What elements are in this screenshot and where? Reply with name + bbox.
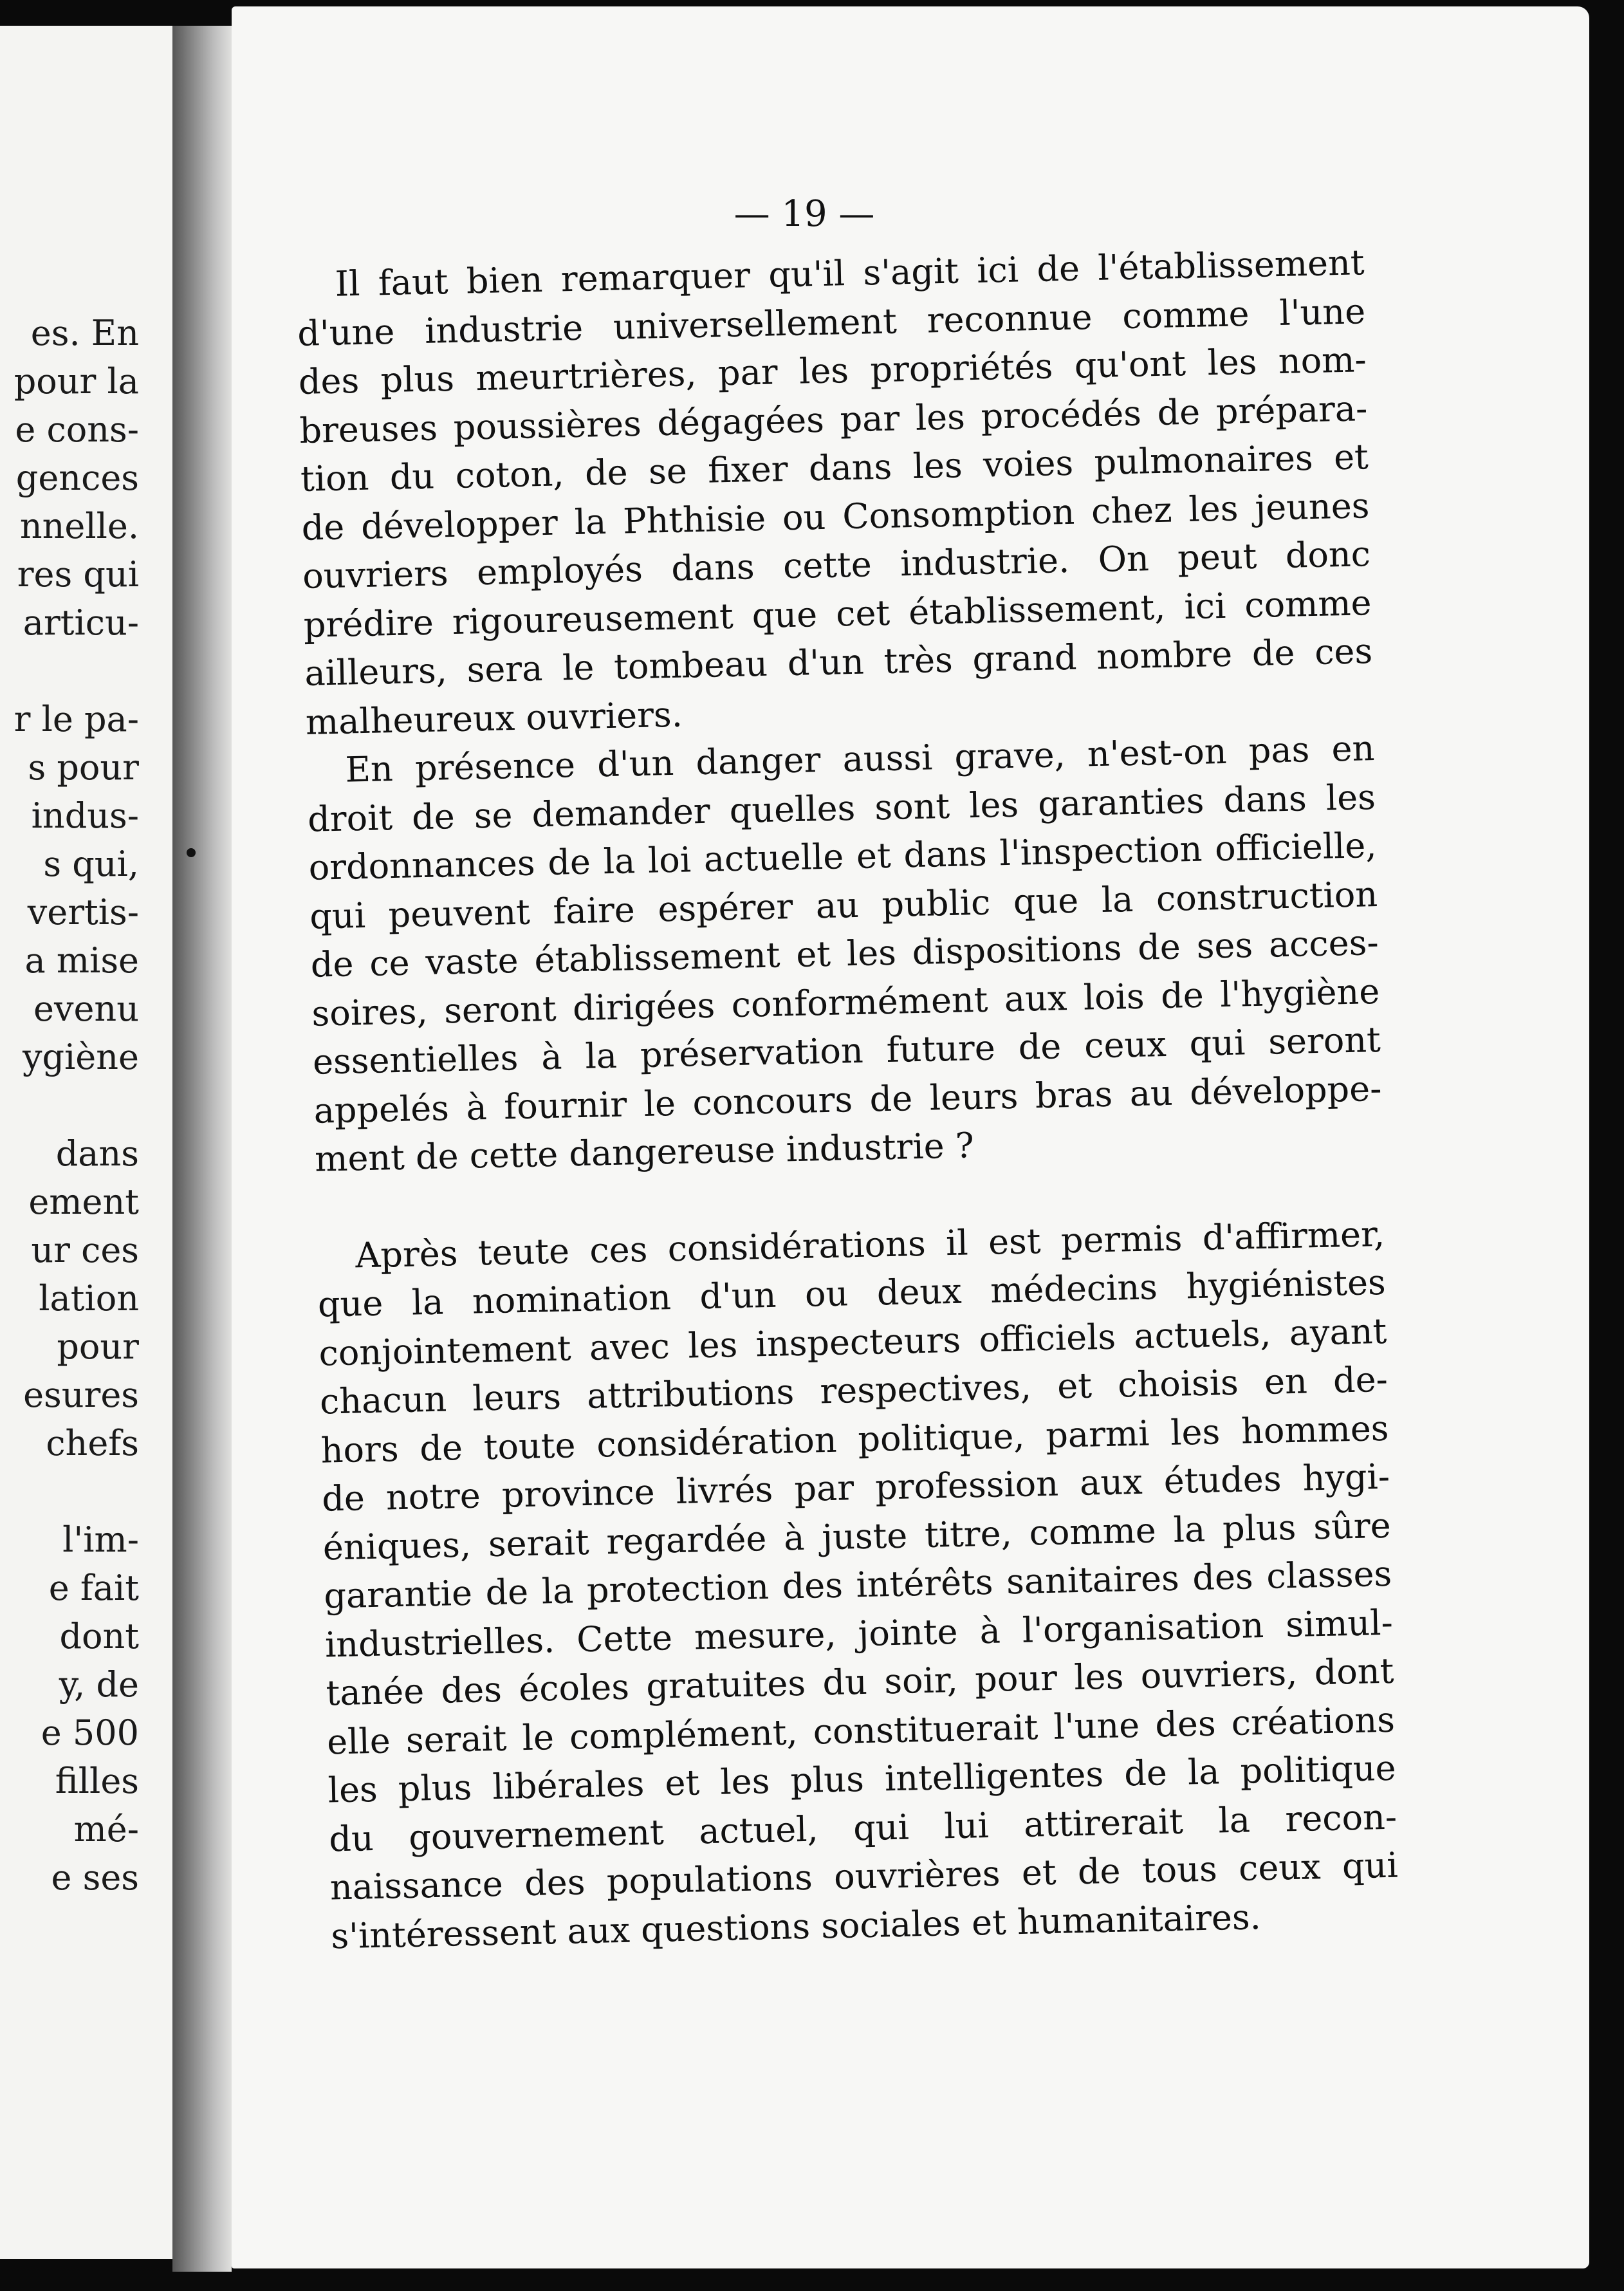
text-line: les plus libérales et les plus intelligentes de la politique	[328, 1747, 1397, 1811]
previous-page-fragment: mé-	[73, 1809, 139, 1850]
text-line: éniques, serait regardée à juste titre, comme la plus sûre	[322, 1505, 1392, 1568]
previous-page-fragment: lation	[39, 1278, 139, 1319]
body-text	[296, 238, 1399, 1960]
text-line: tion du coton, de se fixer dans les voies pulmonaires et	[300, 436, 1369, 499]
previous-page-fragment: indus-	[31, 795, 139, 836]
text-line: de notre province livrés par profession aux études hygi-	[321, 1456, 1390, 1519]
previous-page-fragment	[0, 647, 139, 695]
previous-page-fragment: s qui,	[43, 844, 139, 884]
text-line: essentielles à la préservation future de ceux qui seront	[312, 1019, 1381, 1082]
previous-page-fragment: e fait	[48, 1568, 139, 1608]
text-line: chacun leurs attributions respectives, et choisis en de-	[319, 1359, 1389, 1422]
previous-page-fragment: vertis-	[27, 892, 139, 932]
paragraph-1	[296, 238, 1374, 747]
previous-page-fragment: pour la	[14, 361, 139, 402]
book-gutter-shadow	[172, 26, 232, 2272]
previous-page-fragment: res qui	[17, 554, 139, 595]
text-line: ordonnances de la loi actuelle et dans l'inspection officielle,	[308, 825, 1378, 888]
previous-page-fragment: s pour	[28, 747, 139, 788]
text-line: appelés à fournir le concours de leurs bras au développe-	[313, 1068, 1382, 1131]
text-line: tanée des écoles gratuites du soir, pour les ouvriers, dont	[325, 1650, 1394, 1714]
previous-page-fragment: dans	[55, 1133, 139, 1174]
previous-page-fragment: e cons-	[15, 409, 139, 450]
text-line: breuses poussières dégagées par les procédés de prépara-	[299, 387, 1368, 451]
text-line: elle serait le complément, constituerait l'une des créations	[326, 1699, 1396, 1762]
previous-page-fragment: ement	[28, 1182, 139, 1222]
text-line: qui peuvent faire espérer au public que la construction	[309, 873, 1378, 937]
previous-page-fragment: e 500	[41, 1712, 139, 1753]
previous-page-fragment: e ses	[51, 1857, 139, 1898]
previous-page-fragment: l'im-	[62, 1519, 139, 1560]
text-line: malheureux ouvriers.	[305, 694, 683, 743]
text-line: ailleurs, sera le tombeau d'un très grand nombre de ces	[304, 631, 1373, 694]
page-number: — 19 —	[734, 193, 875, 235]
gutter-speck	[187, 848, 196, 857]
text-line: ment de cette dangereuse industrie ?	[314, 1125, 975, 1180]
text-line: conjointement avec les inspecteurs officiels actuels, ayant	[318, 1310, 1387, 1374]
previous-page-fragment: chefs	[46, 1423, 139, 1463]
text-line: prédire rigoureusement que cet établissement, ici comme	[303, 582, 1372, 645]
previous-page-fragment: gences	[15, 458, 139, 498]
previous-page-fragment: evenu	[33, 988, 139, 1029]
previous-page-fragment: a mise	[24, 940, 139, 981]
text-line: Il faut bien remarquer qu'il s'agit ici de l'établissement	[335, 242, 1365, 304]
text-line: garantie de la protection des intérêts sanitaires des classes	[323, 1553, 1392, 1617]
paragraph-2	[306, 724, 1383, 1183]
text-line: industrielles. Cette mesure, jointe à l'organisation simul-	[324, 1602, 1394, 1665]
previous-page-fragment: articu-	[23, 602, 139, 643]
page-19	[232, 6, 1589, 2268]
previous-page-fragment: es. En	[30, 313, 139, 353]
text-line: soires, seront dirigées conformément aux lois de l'hygiène	[311, 970, 1380, 1034]
text-line: En présence d'un danger aussi grave, n'est-on pas en	[344, 728, 1375, 790]
text-line: ouvriers employés dans cette industrie. On peut donc	[302, 533, 1371, 597]
text-line: que la nomination d'un ou deux médecins hygiénistes	[317, 1261, 1387, 1325]
text-line: hors de toute considération politique, parmi les hommes	[320, 1407, 1390, 1471]
text-line: d'une industrie universellement reconnue comme l'une	[297, 290, 1366, 354]
previous-page-fragment: filles	[55, 1761, 139, 1801]
previous-page-fragment	[0, 1081, 139, 1129]
previous-page-text-fragments	[0, 309, 139, 1902]
previous-page-edge	[0, 26, 172, 2259]
text-line: Après teute ces considérations il est permis d'affirmer,	[355, 1213, 1385, 1275]
previous-page-fragment: y, de	[59, 1664, 139, 1705]
previous-page-fragment: pour	[57, 1326, 139, 1367]
paragraph-3	[317, 1209, 1399, 1960]
previous-page-fragment: ygiène	[22, 1037, 139, 1077]
text-line: de développer la Phthisie ou Consomption chez les jeunes	[301, 485, 1370, 548]
text-line: naissance des populations ouvrières et de tous ceux qui	[329, 1844, 1399, 1908]
previous-page-fragment: esures	[23, 1375, 139, 1415]
previous-page-fragment: ur ces	[31, 1230, 139, 1270]
previous-page-fragment	[0, 1467, 139, 1516]
text-line: des plus meurtrières, par les propriétés qu'ont les nom-	[298, 339, 1367, 402]
previous-page-fragment: dont	[59, 1616, 139, 1656]
previous-page-fragment: r le pa-	[14, 699, 139, 739]
text-line: du gouvernement actuel, qui lui attirerait la recon-	[328, 1796, 1398, 1859]
text-line: s'intéressent aux questions sociales et humanitaires.	[330, 1896, 1262, 1956]
previous-page-fragment: nnelle.	[19, 506, 139, 546]
text-line: de ce vaste établissement et les dispositions de ses acces-	[310, 922, 1379, 985]
text-line: droit de se demander quelles sont les garanties dans les	[307, 776, 1376, 840]
